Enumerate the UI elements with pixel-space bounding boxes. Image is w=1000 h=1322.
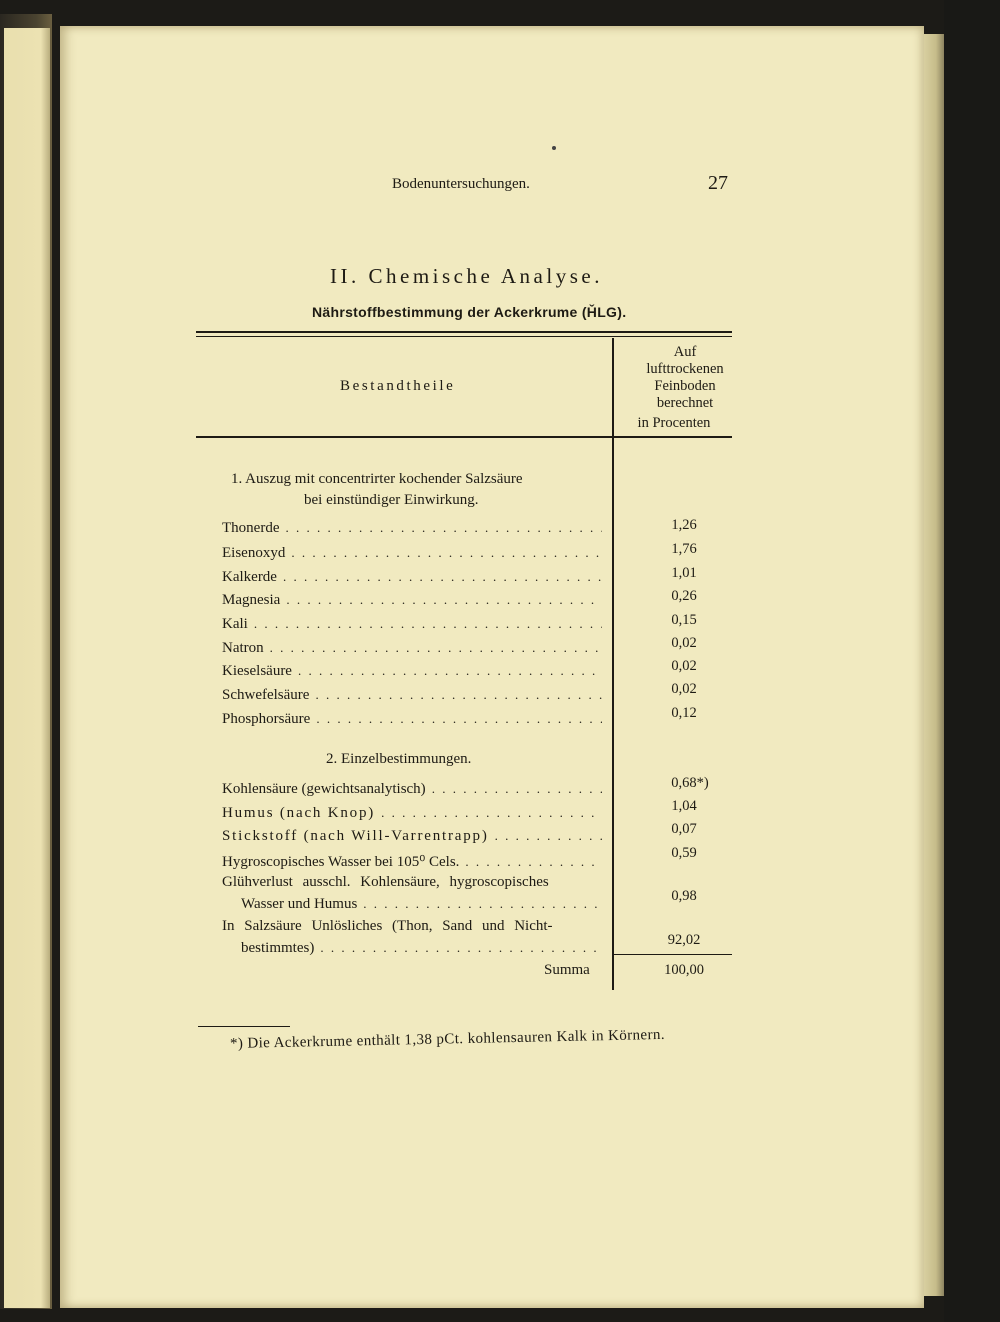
table-row-value: 0,68*) xyxy=(671,775,709,791)
table-row-label-line1: Glühverlust ausschl. Kohlensäure, hygroscopisches xyxy=(222,874,549,890)
page-stack-edge xyxy=(924,34,944,1296)
table-row-value: 0,02 xyxy=(671,681,697,697)
column-header-value: Auf lufttrockenen Feinboden berechnet xyxy=(646,344,724,411)
section-title: II. Chemische Analyse. xyxy=(330,264,603,288)
table-row-label-line2: Wasser und Humus . . . xyxy=(241,896,602,913)
table-row-value: 0,02 xyxy=(671,635,697,651)
footnote: *) Die Ackerkrume enthält 1,38 pCt. kohlensauren Kalk in Körnern. xyxy=(229,1026,666,1052)
table-row-value: 92,02 xyxy=(667,932,701,948)
table-row-label-line1: In Salzsäure Unlösliches (Thon, Sand und Nicht- xyxy=(222,918,553,934)
table-row-value: 0,07 xyxy=(671,821,697,837)
table-row-label: Eisenoxyd . . . xyxy=(222,545,602,562)
summa-value: 100,00 xyxy=(664,962,704,978)
book-cover-right xyxy=(944,0,1000,1322)
column-header-unit: in Procenten xyxy=(637,415,711,431)
table-row-value: 0,15 xyxy=(671,612,697,628)
table-row-label: Phosphorsäure . . . xyxy=(222,711,602,728)
header-bottom-rule xyxy=(196,436,732,438)
table-row-value: 0,98 xyxy=(671,888,697,904)
running-head: Bodenuntersuchungen. xyxy=(392,176,530,192)
group1-heading-line2: bei einstündiger Einwirkung. xyxy=(304,492,479,508)
table-row-value: 1,76 xyxy=(671,541,697,557)
table-row-label: Natron . . . xyxy=(222,640,602,657)
table-row-label: Kohlensäure (gewichtsanalytisch) . . . xyxy=(222,781,602,798)
summa-label: Summa xyxy=(544,962,590,978)
table-row-value: 0,26 xyxy=(671,588,697,604)
previous-page-edge xyxy=(4,28,50,1308)
table-subtitle: Nährstoffbestimmung der Ackerkrume (ȞLG). xyxy=(312,304,627,320)
sum-rule xyxy=(614,954,732,955)
table-row-value: 0,02 xyxy=(671,658,697,674)
table-row-label: Stickstoff (nach Will-Varrentrapp) . . . xyxy=(222,828,602,845)
table-row-value: 0,12 xyxy=(671,705,697,721)
ink-speck xyxy=(552,146,556,150)
table-top-rule xyxy=(196,331,732,333)
footnote-rule xyxy=(198,1026,290,1027)
header-column-divider xyxy=(612,338,614,436)
table-row-value: 0,59 xyxy=(671,845,697,861)
group2-heading: 2. Einzelbestimmungen. xyxy=(326,751,472,767)
table-row-value: 1,01 xyxy=(671,565,697,581)
page-number: 27 xyxy=(708,172,728,194)
table-row-label: Magnesia . . . xyxy=(222,592,602,609)
table-top-rule-inner xyxy=(196,336,732,337)
group1-heading-line1: 1. Auszug mit concentrirter kochender Salzsäure xyxy=(231,471,523,487)
table-row-label: Kalkerde . . . xyxy=(222,569,602,586)
table-row-label: Schwefelsäure . . . xyxy=(222,687,602,704)
table-row-label: Kali . . . xyxy=(222,616,602,633)
table-row-label: Hygroscopisches Wasser bei 105⁰ Cels. . . . xyxy=(222,852,602,871)
table-row-label: Kieselsäure . . . xyxy=(222,663,602,680)
table-row-label: Thonerde . . . xyxy=(222,520,602,537)
table-row-value: 1,04 xyxy=(671,798,697,814)
table-row-value: 1,26 xyxy=(671,517,697,533)
body-column-divider xyxy=(612,438,614,990)
table-row-label-line2: bestimmtes) . . . xyxy=(241,940,602,957)
table-row-label: Humus (nach Knop) . . . xyxy=(222,805,602,822)
column-header-bestandtheile: Bestandtheile xyxy=(340,378,456,394)
